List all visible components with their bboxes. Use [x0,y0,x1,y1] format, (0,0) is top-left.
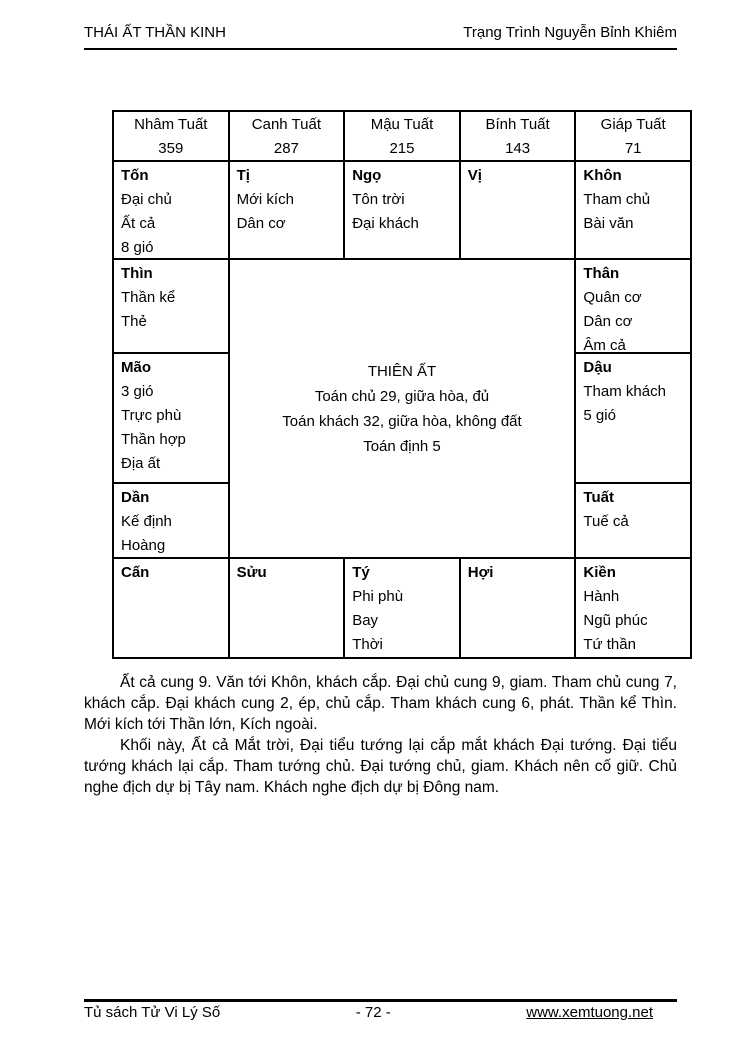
cell-title: Sửu [236,564,267,581]
cell-line: Quân cơ [583,289,642,306]
author-name: Trạng Trình Nguyễn Bỉnh Khiêm [463,24,677,41]
cell-line: Bài văn [583,215,634,232]
cell-lines [583,585,688,657]
cell-ton [114,162,230,260]
cell-line: 5 gió [583,407,616,424]
page-footer [84,1004,677,1021]
cell-dan [114,484,230,559]
footer-series-label: Tủ sách Tử Vi Lý Số [84,1004,221,1021]
paragraph: Khối này, Ất cả Mắt trời, Đại tiểu tướng lại cắp mắt khách Đại tướng. Đại tiểu tướng khách lại cắp. Tham tướng chủ. Đại tướng chủ, giam. Khách nên cố giữ. Chủ nghe địch dự bị Tây nam. Khách nghe địch dự bị Đông nam. [84,737,677,796]
cell-title: Kiền [583,564,616,581]
cell-ngo [345,162,461,260]
cell-line: Thẻ [121,313,147,330]
cell-title: Dần [121,489,150,506]
cell-lines [237,188,342,236]
cell-title: Thìn [121,265,153,282]
cell-line: Phi phù [352,588,404,605]
cell-line: Tôn trời [352,191,405,208]
year-cell-canh-tuat [230,112,346,162]
cell-line: 8 gió [121,239,154,256]
cell-lines [121,510,226,558]
year-label: Nhâm Tuất [134,116,208,133]
cell-ty [345,559,461,659]
cell-title: Thân [583,265,620,282]
cell-line: Dân cơ [236,215,286,232]
cell-mao [114,354,230,484]
year-cell-binh-tuat [461,112,577,162]
cell-dau [576,354,692,484]
book-title: THÁI ẤT THẦN KINH [84,24,226,41]
cell-line: Hành [583,588,620,605]
center-cell-thien-at [230,260,577,559]
cell-thin [114,260,230,354]
cell-line: Ngũ phúc [583,612,648,629]
cell-lines [352,585,457,657]
cell-line: Mới kích [236,191,294,208]
cell-title: Vị [467,167,482,184]
cell-lines [583,380,688,428]
cell-line: Địa ất [121,455,161,472]
cell-line: Tham chủ [583,191,651,208]
cell-line: 3 gió [121,383,154,400]
paragraph: Ất cả cung 9. Văn tới Khôn, khách cắp. Đại chủ cung 9, giam. Tham chủ cung 7, khách cắp. Đại khách cung 2, ép, chủ cắp. Tham khách cung 6, phát. Thần kể Thìn. Mới kích tới Thần lớn, Kích ngoài. [84,674,677,733]
year-label: Giáp Tuất [600,116,666,133]
cell-line: Toán khách 32, giữa hòa, không đất [282,412,522,430]
cell-title: Tuất [583,489,614,506]
cell-line: Toán chủ 29, giữa hòa, đủ [314,387,490,405]
cell-lines [583,188,688,236]
cell-lines [352,188,457,236]
cell-khon [576,162,692,260]
cell-hoi [461,559,577,659]
year-cell-mau-tuat [345,112,461,162]
cell-can [114,559,230,659]
cell-line: Bay [352,612,379,629]
cell-title: Dậu [583,359,612,376]
body-text [84,672,677,798]
cell-line: Đại khách [352,215,419,232]
cell-line: Thần hợp [121,431,186,448]
cell-vi [461,162,577,260]
cell-title: Tị [236,167,250,184]
cell-line: Đại chủ [121,191,172,208]
cell-tuat [576,484,692,559]
cell-title: Ngọ [352,167,382,184]
cell-title: Mão [121,359,151,376]
footer-website-link[interactable]: www.xemtuong.net [526,1004,653,1021]
cell-line: Kế định [121,513,172,530]
year-cell-giap-tuat [576,112,692,162]
year-label: Canh Tuất [251,116,321,133]
year-value: 71 [624,140,642,157]
page-header [84,24,677,50]
cell-line: Dân cơ [583,313,633,330]
year-label: Mậu Tuất [370,116,434,133]
cell-suu [230,559,346,659]
year-value: 287 [273,140,299,157]
cell-title: Tý [352,564,370,581]
cell-line: Ất cả [121,215,156,232]
cell-line: Âm cả [583,337,626,354]
cell-line: Hoàng [121,537,166,554]
year-value: 359 [158,140,184,157]
cell-ti [230,162,346,260]
cell-lines [583,286,688,354]
cell-lines [121,286,226,334]
cell-line: Toán định 5 [363,437,441,455]
year-cell-nham-tuat [114,112,230,162]
year-value: 215 [389,140,415,157]
cell-line: Thần kể [121,289,176,306]
footer-divider [84,999,677,1002]
cell-lines [121,380,226,476]
divination-chart-table [112,110,692,659]
center-lines [282,384,521,459]
footer-page-number: - 72 - [355,1004,391,1021]
cell-line: Tuế cả [583,513,629,530]
cell-line: Tham khách [583,383,666,400]
cell-title: Hợi [467,564,494,581]
cell-kien [576,559,692,659]
cell-than [576,260,692,354]
center-title: THIÊN ẤT [367,362,437,380]
cell-lines [583,510,688,534]
year-value: 143 [505,140,531,157]
cell-title: Tốn [121,167,149,184]
year-label: Bính Tuất [485,116,550,133]
cell-line: Tứ thần [583,636,636,653]
cell-line: Trực phù [121,407,182,424]
cell-title: Khôn [583,167,622,184]
cell-title: Cấn [121,564,150,581]
cell-lines [121,188,226,260]
cell-line: Thời [352,636,383,653]
